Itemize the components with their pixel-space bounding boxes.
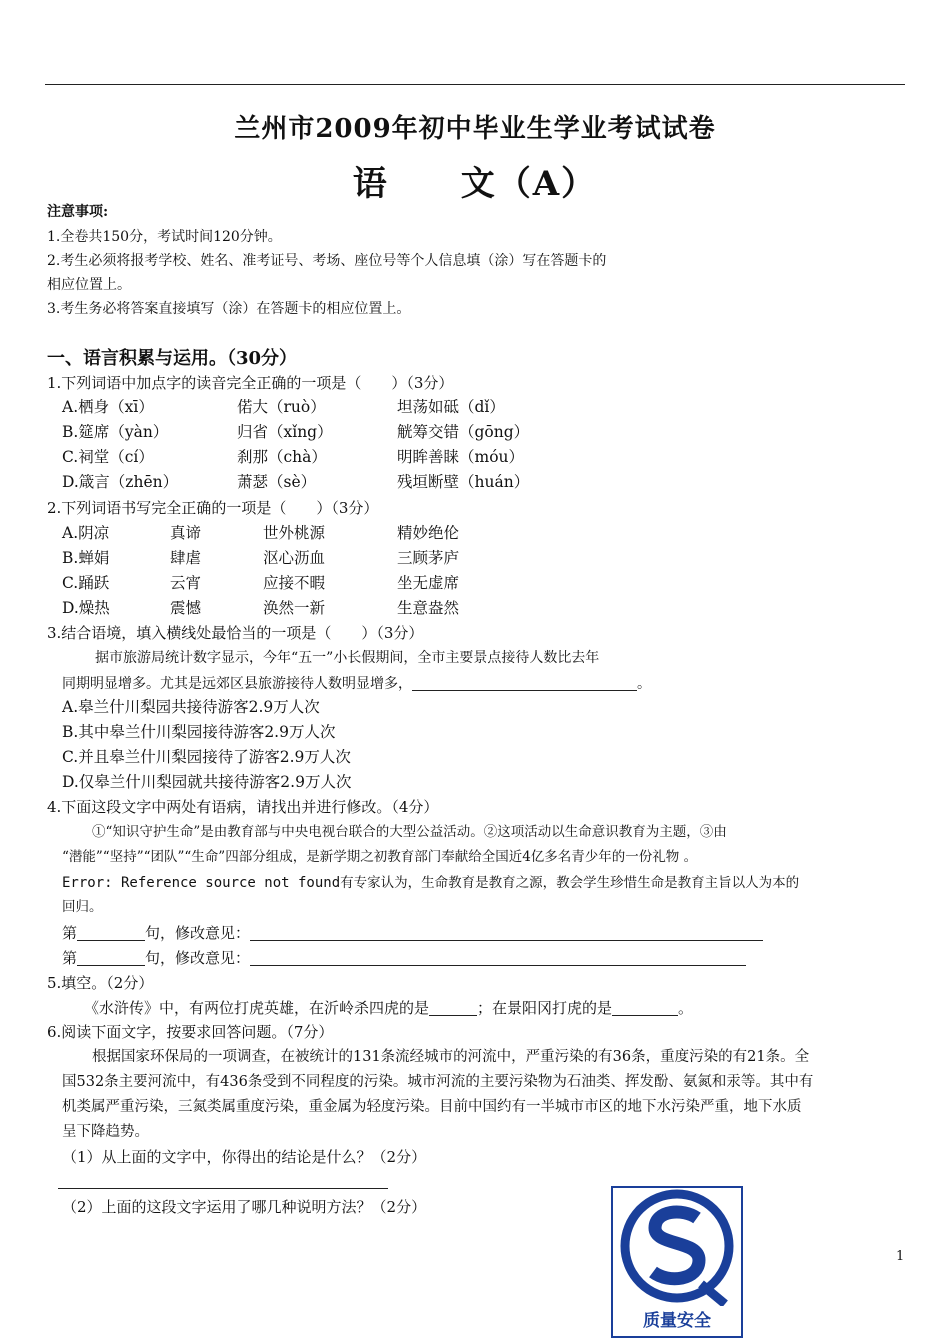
q1-opt: 萧瑟（sè） — [237, 473, 317, 491]
q3-opt: B.其中皋兰什川梨园接待游客2.9万人次 — [62, 723, 336, 741]
q6-passage: 根据国家环保局的一项调查，在被统计的131条流经城市的河流中，严重污染的有36条，重度污染的有21条。全 — [92, 1049, 810, 1065]
q6-sub-question: （1）从上面的文字中，你得出的结论是什么？（2分） — [62, 1148, 427, 1166]
revision-blank[interactable] — [250, 926, 763, 941]
q2-opt: B.蝉娟 — [62, 549, 110, 567]
q1-opt: 坦荡如砥（dǐ） — [397, 398, 505, 416]
q2-opt: C.踊跃 — [62, 574, 110, 592]
q4-passage: ①“知识守护生命”是由教育部与中央电视台联合的大型公益活动。②这项活动以生命意识教育为主题，③由 — [92, 824, 727, 840]
q2-opt: 云宵 — [170, 574, 202, 592]
q6-passage: 国532条主要河流中，有436条受到不同程度的污染。城市河流的主要污染物为石油类、挥发酚、氨氮和汞等。其中有 — [62, 1074, 814, 1090]
q1-opt: D.箴言（zhēn） — [62, 473, 179, 491]
q2-opt: 生意盎然 — [397, 599, 460, 617]
q3-opt: A.皋兰什川梨园共接待游客2.9万人次 — [62, 698, 320, 716]
q2-opt: 涣然一新 — [263, 599, 326, 617]
q1-opt: A.栖身（xī） — [62, 398, 154, 416]
q2-opt: 肆虐 — [170, 549, 202, 567]
q2-opt: 震憾 — [170, 599, 202, 617]
q3-opt: D.仅皋兰什川梨园就共接待游客2.9万人次 — [62, 773, 352, 791]
q6-sub-question: （2）上面的这段文字运用了哪几种说明方法？（2分） — [62, 1198, 427, 1216]
notice-item: 1.全卷共150分，考试时间120分钟。 — [47, 229, 282, 245]
q6-passage: 呈下降趋势。 — [62, 1124, 149, 1140]
qs-emblem-icon — [613, 1188, 741, 1306]
q6-passage: 机类属严重污染，三氮类属重度污染，重金属为轻度污染。目前中国约有一半城市市区的地下水污染严重，地下水质 — [62, 1099, 802, 1115]
q1-opt: 残垣断壁（huán） — [397, 473, 530, 491]
q1-opt: C.祠堂（cí） — [62, 448, 154, 466]
page-number: 1 — [896, 1249, 905, 1264]
q6-stem: 6.阅读下面文字，按要求回答问题。（7分） — [47, 1023, 334, 1041]
q4-passage: “潜能”“坚持”“团队”“生命”四部分组成，是新学期之初教育部门奉献给全国近4亿多名青少年的一份礼物 。 — [62, 849, 698, 865]
notice-item: 相应位置上。 — [47, 277, 131, 293]
q3-opt: C.并且皋兰什川梨园接待了游客2.9万人次 — [62, 748, 351, 766]
q3-passage: 据市旅游局统计数字显示，今年“五一”小长假期间，全市主要景点接待人数比去年 — [95, 650, 600, 666]
q4-passage: Error: Reference source not found有专家认为，生命教育是教育之源，教会学生珍惜生命是教育主旨以人为本的 — [62, 875, 800, 891]
subject-title: 语 文（A） — [352, 164, 598, 204]
q5-fill: 《水浒传》中，有两位打虎英雄，在沂岭杀四虎的是 ；在景阳冈打虎的是 。 — [84, 999, 694, 1017]
q4-fill: 第 句，修改意见： — [62, 951, 746, 966]
notice-item: 2.考生必须将报考学校、姓名、准考证号、考场、座位号等个人信息填（涂）写在答题卡的 — [47, 253, 607, 269]
q5-stem: 5.填空。（2分） — [47, 974, 154, 992]
q5-blank-1[interactable] — [429, 1001, 477, 1016]
q2-opt: 世外桃源 — [263, 524, 326, 542]
notice-heading: 注意事项: — [47, 204, 109, 220]
q2-opt: 三顾茅庐 — [397, 549, 460, 567]
q2-opt: 坐无虚席 — [397, 574, 460, 592]
q5-blank-2[interactable] — [612, 1001, 678, 1016]
q2-opt: 真谛 — [170, 524, 202, 542]
q2-opt: A.阴凉 — [62, 524, 110, 542]
q1-opt: 明眸善睐（móu） — [397, 448, 525, 466]
sentence-number-blank[interactable] — [77, 926, 145, 941]
q3-passage: 同期明显增多。尤其是远郊区县旅游接待人数明显增多， 。 — [62, 676, 651, 692]
q2-opt: 沤心沥血 — [263, 549, 326, 567]
notice-item: 3.考生务必将答案直接填写（涂）在答题卡的相应位置上。 — [47, 301, 411, 317]
q3-stem: 3.结合语境，填入横线处最恰当的一项是（ ）（3分） — [47, 624, 424, 642]
q1-stem: 1.下列词语中加点字的读音完全正确的一项是（ ）（3分） — [47, 374, 454, 392]
sentence-number-blank[interactable] — [77, 951, 145, 966]
q2-opt: 应接不暇 — [263, 574, 326, 592]
q4-fill: 第 句，修改意见： — [62, 926, 763, 941]
section-heading: 一、语言积累与运用。（30分） — [47, 348, 298, 369]
q1-opt: B.筵席（yàn） — [62, 423, 169, 441]
q3-answer-blank[interactable] — [412, 676, 637, 691]
q1-opt: 觥筹交错（gōng） — [397, 423, 530, 441]
revision-blank[interactable] — [250, 951, 746, 966]
q4-passage: 回归。 — [62, 899, 103, 915]
q2-stem: 2.下列词语书写完全正确的一项是（ ）（3分） — [47, 499, 379, 517]
quality-safety-logo — [611, 1186, 743, 1338]
q2-opt: D.燥热 — [62, 599, 110, 617]
q1-opt: 刹那（chà） — [237, 448, 327, 466]
answer-line[interactable] — [58, 1188, 388, 1189]
q2-opt: 精妙绝伦 — [397, 524, 460, 542]
logo-text: 质量安全 — [643, 1311, 711, 1331]
header-rule — [45, 84, 905, 85]
q1-opt: 归省（xǐng） — [237, 423, 333, 441]
q4-stem: 4.下面这段文字中两处有语病，请找出并进行修改。（4分） — [47, 798, 439, 816]
exam-title: 兰州市2009年初中毕业生学业考试试卷 — [234, 114, 716, 144]
q1-opt: 偌大（ruò） — [237, 398, 326, 416]
